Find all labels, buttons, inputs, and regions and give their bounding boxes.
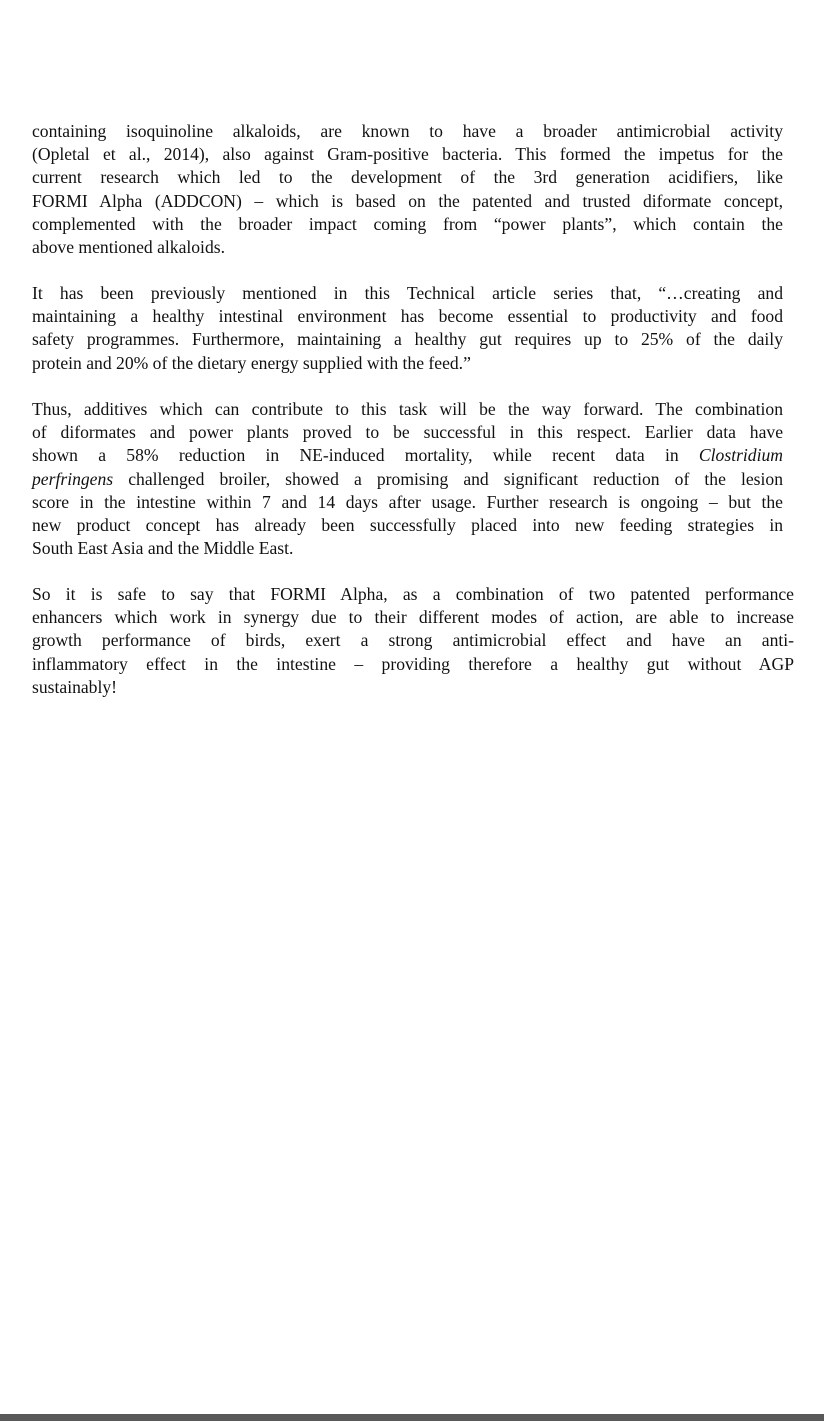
- text-line: of diformates and power plants proved to be successful in this respect. Earlier data have: [32, 422, 783, 443]
- paragraph-healthy-gut: [32, 282, 783, 375]
- text-line: It has been previously mentioned in this Technical article series that, “…creating and: [32, 283, 783, 303]
- text-line: South East Asia and the Middle East.: [32, 538, 294, 559]
- text-line: maintaining a healthy intestinal environment has become essential to productivity and food: [32, 306, 783, 327]
- italic-species: perfringens: [32, 468, 114, 489]
- text-line: (Opletal et al., 2014), also against Gram-positive bacteria. This formed the impetus for the: [32, 144, 783, 165]
- text-line: new product concept has already been successfully placed into new feeding strategies in: [32, 514, 783, 535]
- italic-genus: Clostridium: [698, 445, 783, 466]
- paragraph-additives: [32, 398, 783, 560]
- text-line: protein and 20% of the dietary energy supplied with the feed.”: [32, 352, 471, 373]
- text-line: [32, 444, 783, 467]
- text-fragment: shown a 58% reduction in NE-induced mortality, while recent data in: [32, 445, 679, 466]
- text-line: complemented with the broader impact coming from “power plants”, which contain the: [32, 213, 783, 234]
- text-line: safety programmes. Furthermore, maintaining a healthy gut requires up to 25% of the daily: [32, 329, 783, 350]
- text-line: containing isoquinoline alkaloids, are known to have a broader antimicrobial activity: [32, 121, 783, 141]
- text-line: current research which led to the development of the 3rd generation acidifiers, like: [32, 167, 783, 188]
- text-line: FORMI Alpha (ADDCON) – which is based on the patented and trusted diformate concept,: [32, 190, 783, 211]
- text-line: growth performance of birds, exert a strong antimicrobial effect and have an anti-: [32, 630, 794, 651]
- paragraph-alkaloids: [32, 120, 783, 259]
- text-line: sustainably!: [32, 676, 118, 697]
- text-line: inflammatory effect in the intestine – providing therefore a healthy gut without AGP: [32, 653, 794, 674]
- text-line: above mentioned alkaloids.: [32, 236, 225, 257]
- text-line: score in the intestine within 7 and 14 days after usage. Further research is ongoing – but the: [32, 491, 783, 512]
- paragraph-conclusion: [32, 583, 794, 699]
- text-fragment: challenged broiler, showed a promising and significant reduction of the lesion: [128, 468, 783, 489]
- text-line: enhancers which work in synergy due to their different modes of action, are able to increase: [32, 607, 794, 628]
- bottom-scrollbar-bar[interactable]: [0, 1414, 824, 1421]
- text-line: Thus, additives which can contribute to this task will be the way forward. The combination: [32, 399, 783, 419]
- text-line: So it is safe to say that FORMI Alpha, as a combination of two patented performance: [32, 584, 794, 604]
- text-line: [32, 468, 783, 491]
